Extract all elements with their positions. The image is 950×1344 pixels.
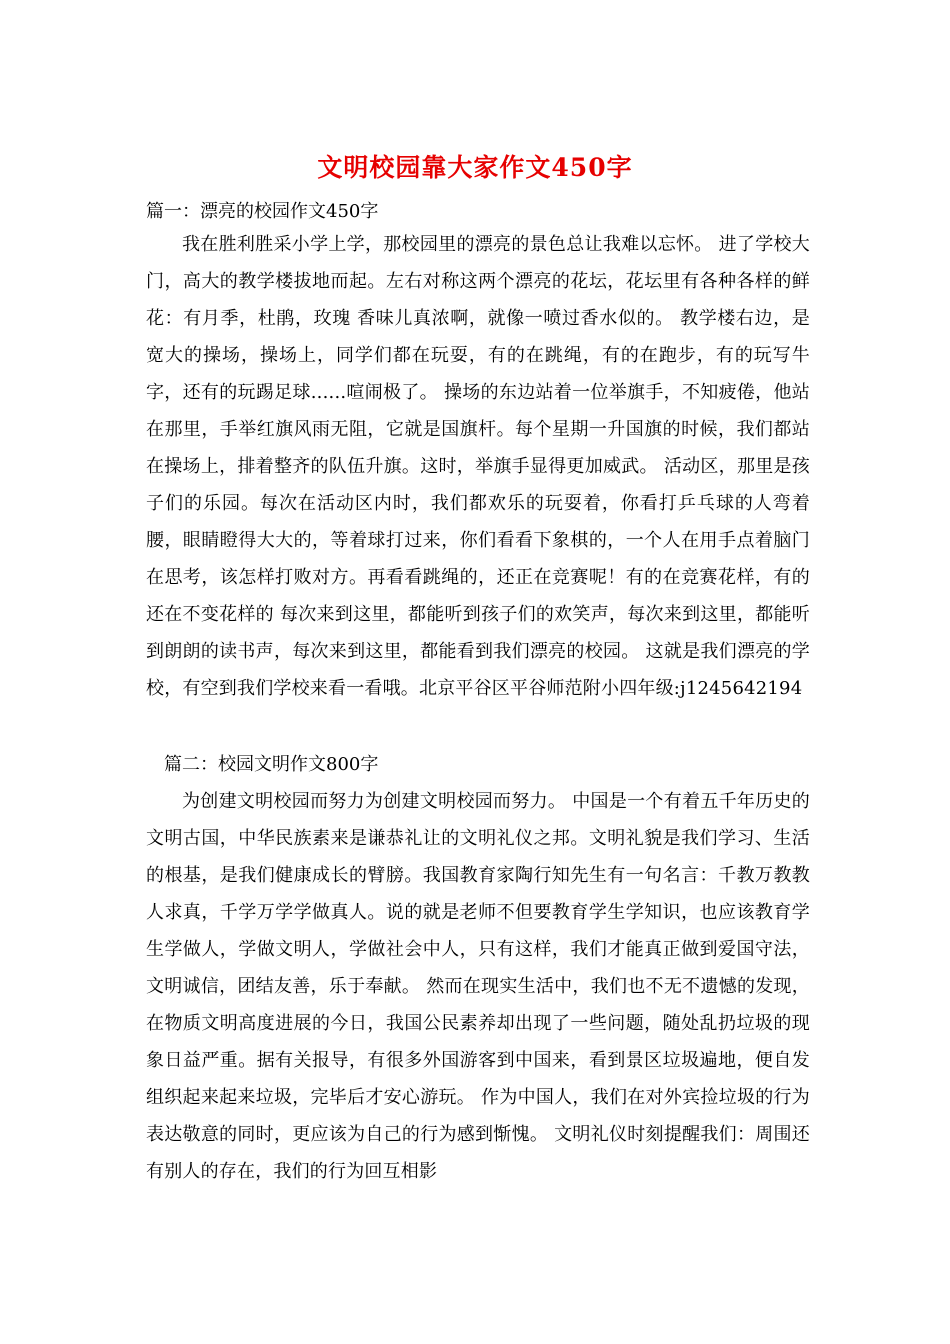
section-2-body: 为创建文明校园而努力为创建文明校园而努力。 中国是一个有着五千年历史的文明古国，中华民族素来是谦恭礼让的文明礼仪之邦。文明礼貌是我们学习、生活的根基，是我们健康成长的臂膀。我国教育家陶行知先生有一句名言：千教万教教人求真，千学万学学做真人。说的就是老师不但要教育学生学知识，也应该教育学生学做人，学做文明人，学做社会中人，只有这样，我们才能真正做到爱国守法，文明诚信，团结友善，乐于奉献。 然而在现实生活中，我们也不无不遗憾的发现，在物质文明高度进展的今日，我国公民素养却出现了一些问题，随处乱扔垃圾的现象日益严重。据有关报导，有很多外国游客到中国来，看到景区垃圾遍地，便自发组织起来起来垃圾，完毕后才安心游玩。 作为中国人，我们在对外宾捡垃圾的行为表达敬意的同时，更应该为自己的行为感到惭愧。 文明礼仪时刻提醒我们：周围还有别人的存在，我们的行为回互相影 bbox=[146, 791, 810, 1182]
section-1-body: 我在胜利胜采小学上学，那校园里的漂亮的景色总让我难以忘怀。 进了学校大门，高大的教学楼拔地而起。左右对称这两个漂亮的花坛，花坛里有各种各样的鲜花：有月季，杜鹃，玫瑰 香味儿真浓啊，就像一喷过香水似的。 教学楼右边，是宽大的操场，操场上，同学们都在玩耍，有的在跳绳，有的在跑步，有的玩写牛字，还有的玩踢足球......喧闹极了。 操场的东边站着一位举旗手，不知疲倦，他站在那里，手举红旗风雨无阻，它就是国旗杆。每个星期一升国旗的时候，我们都站在操场上，排着整齐的队伍升旗。这时，举旗手显得更加威武。 活动区，那里是孩子们的乐园。每次在活动区内时，我们都欢乐的玩耍着，你看打乒乓球的人弯着腰，眼睛瞪得大大的，等着球打过来，你们看看下象棋的，一个人在用手点着脑门在思考，该怎样打败对方。再看看跳绳的，还正在竞赛呢！有的在竞赛花样，有的还在不变花样的 每次来到这里，都能听到孩子们的欢笑声，每次来到这里，都能听到朗朗的读书声，每次来到这里，都能看到我们漂亮的校园。 这就是我们漂亮的学校，有空到我们学校来看一看哦。北京平谷区平谷师范附小四年级:j1245642194 bbox=[146, 234, 810, 699]
section-1-heading: 篇一：漂亮的校园作文450字 bbox=[146, 201, 379, 222]
document-title: 文明校园靠大家作文450字 bbox=[317, 153, 633, 182]
section-2-heading: 篇二：校园文明作文800字 bbox=[164, 754, 379, 775]
